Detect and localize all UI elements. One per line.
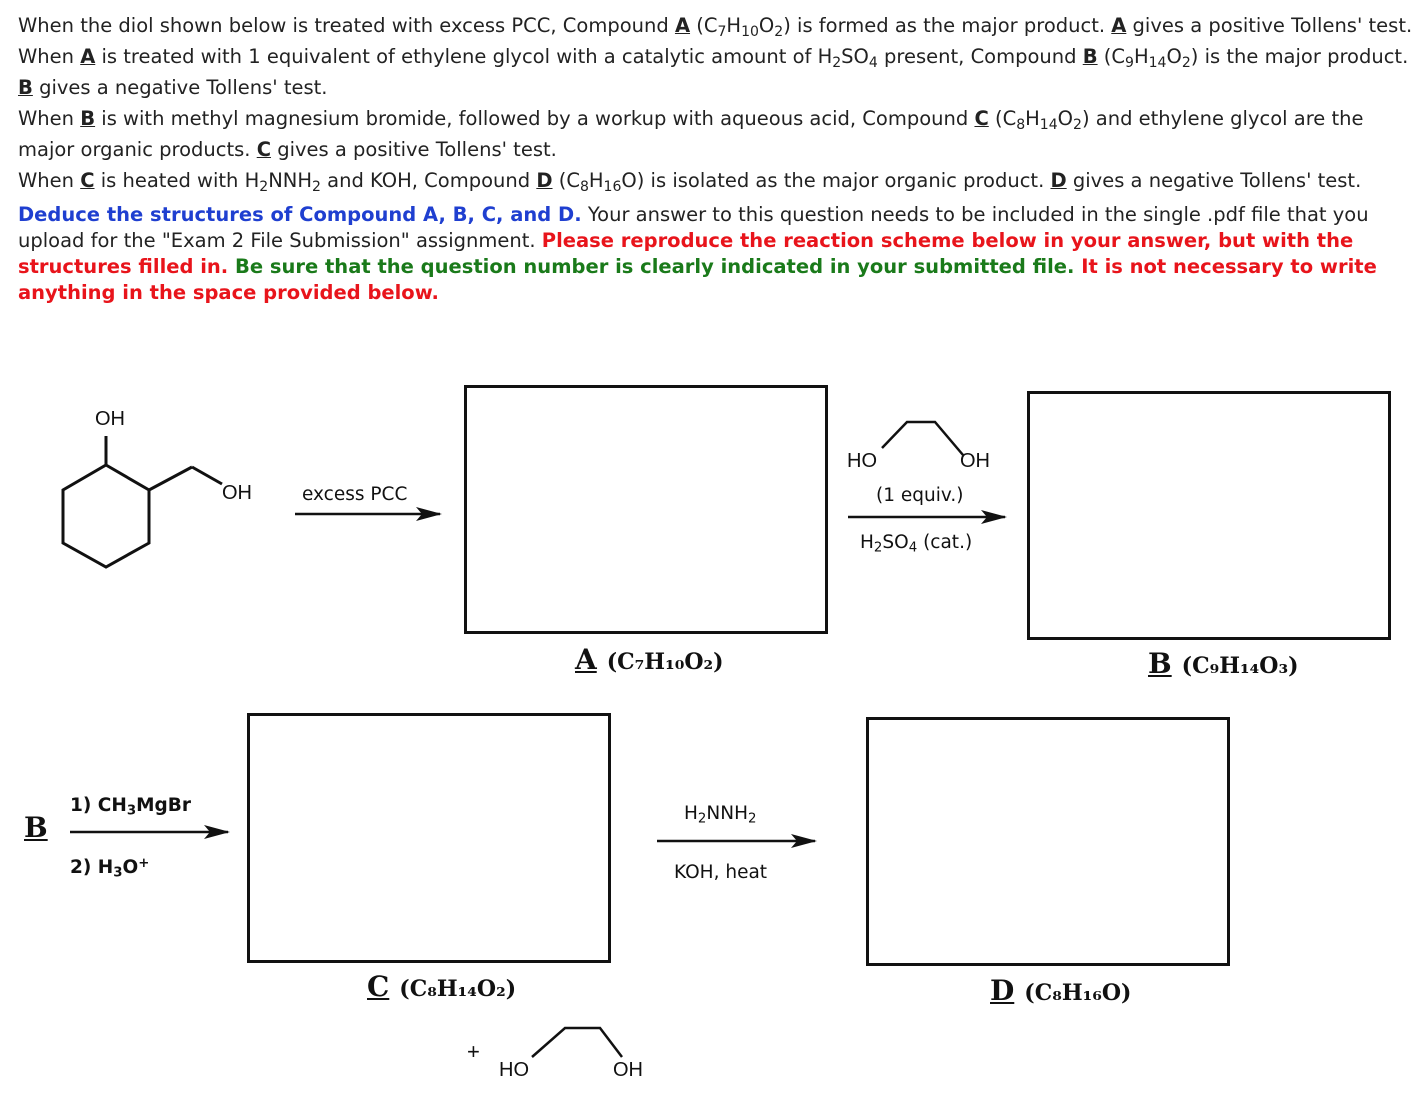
question-paragraph-1: When the diol shown below is treated with excess PCC, Compound A $(C_7H_{10}O_2)$ is formed as the major product. A gives a positive Tollens' test.	[18, 14, 1413, 40]
answer-box-d[interactable]	[866, 717, 1230, 966]
answer-box-b[interactable]	[1027, 391, 1391, 640]
koh-heat: KOH, heat	[674, 862, 768, 883]
instruction-question-number: Be sure that the question number is clearly indicated in your submitted file.	[228, 255, 1075, 278]
grignard-start-b: B	[24, 811, 48, 844]
byproduct-oh: OH	[613, 1059, 643, 1081]
label-a: A (C₇H₁₀O₂)	[575, 643, 724, 676]
instructions-paragraph: Deduce the structures of Compound A, B, C, and D. Your answer to this question needs to be included in the single .pdf file that you upload for the "Exam 2 File Submission" assignment. Please reproduce the reaction scheme below in your answer, but with the structures filled in. Be sure that the question number is clearly indicated in your submitted file. It is not necessary to write anything in the space provided below.	[18, 203, 1377, 304]
instruction-deduce: Deduce the structures of Compound A, B, C, and D.	[18, 203, 582, 226]
answer-box-c[interactable]	[247, 713, 611, 963]
bond-ch2-oh	[192, 467, 222, 484]
acid-catalyst: $H_2SO_4$ (cat.)	[860, 532, 973, 556]
label-b: B (C₉H₁₄O₃)	[1148, 647, 1299, 680]
glycol-oh: OH	[960, 450, 990, 472]
byproduct-plus: +	[467, 1039, 480, 1064]
bond-ring-ch2	[149, 467, 192, 490]
question-paragraph-4: When C is heated with $H_2NNH_2$ and KOH, Compound D $(C_8H_{16}O)$ is isolated as the major organic product. D gives a negative Tollens' test.	[18, 169, 1362, 195]
ethylene-glycol-skeleton	[882, 422, 963, 455]
answer-box-a[interactable]	[464, 385, 828, 634]
instruction-no-writing: It is not necessary to write anything in the space provided below.	[18, 255, 1377, 304]
instruction-reproduce: Please reproduce the reaction scheme below in your answer, but with the structures filled in.	[18, 229, 1354, 278]
question-paragraph-3: When B is with methyl magnesium bromide, followed by a workup with aqueous acid, Compound C $(C_8H_{14}O_2)$ and ethylene glycol are the major organic products. C gives a positive Tollens' test.	[18, 107, 1364, 161]
grignard-reagent-2: 2) $H_3O^+$	[70, 856, 150, 881]
byproduct-ho: HO	[499, 1059, 529, 1081]
glycol-ho: HO	[847, 450, 877, 472]
reagent-excess-pcc: excess PCC	[302, 484, 408, 505]
diol-oh-chain: OH	[222, 482, 252, 504]
glycol-equiv: (1 equiv.)	[876, 485, 964, 506]
label-d: D (C₈H₁₆O)	[990, 974, 1132, 1007]
cyclohexane-ring	[63, 465, 149, 567]
grignard-reagent-1: 1) $CH_3MgBr$	[70, 795, 191, 819]
hydrazine-reagent: $H_2NNH_2$	[684, 803, 757, 827]
question-paragraph-2: When A is treated with 1 equivalent of ethylene glycol with a catalytic amount of $H_2SO_4$ present, Compound B $(C_9H_{14}O_2)$ is the major product. B gives a negative Tollens' test.	[18, 45, 1409, 99]
label-c: C (C₈H₁₄O₂)	[367, 970, 517, 1003]
diol-oh-top: OH	[95, 408, 125, 430]
ethylene-glycol-byproduct-skeleton	[532, 1028, 622, 1057]
